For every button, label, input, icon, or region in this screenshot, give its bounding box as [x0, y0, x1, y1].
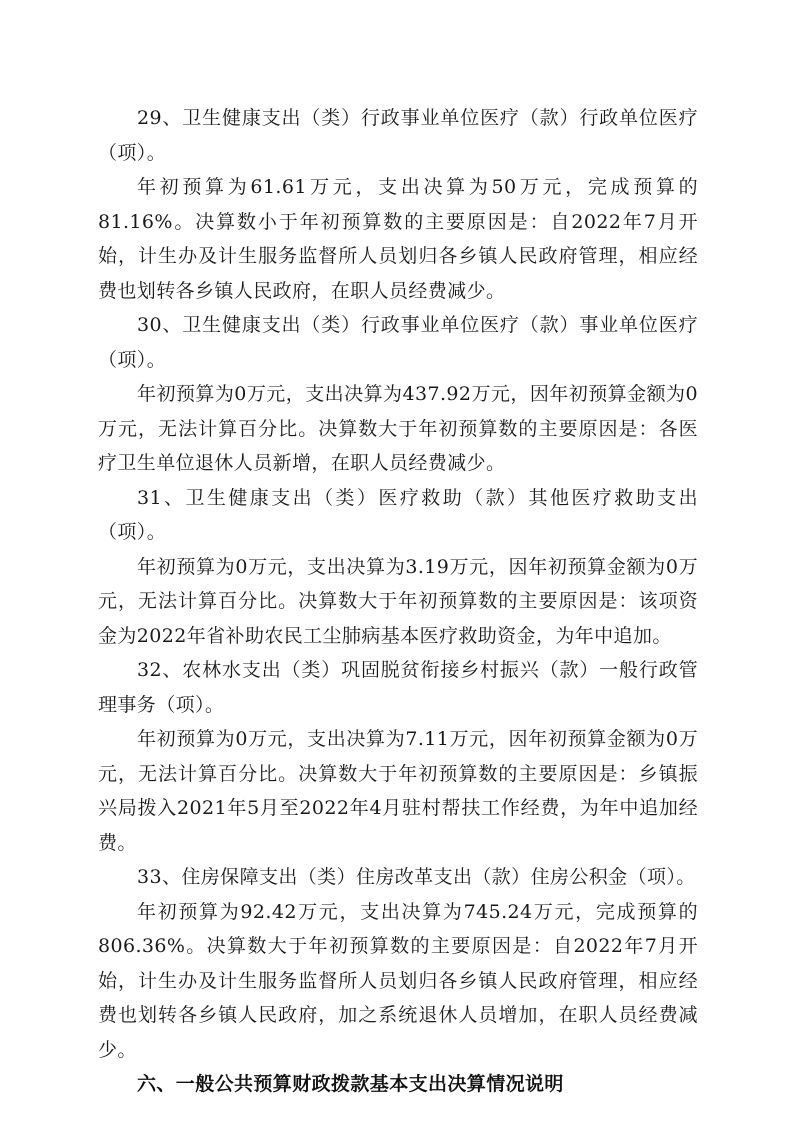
item-33-description: 年初预算为92.42万元，支出决算为745.24万元，完成预算的806.36%。决算数大于年初预算数的主要原因是：自2022年7月开始，计生办及计生服务监督所人员划归各乡镇人民政府管理，相应经费也划转各乡镇人民政府，加之系统退休人员增加，在职人员经费减少。 [98, 900, 698, 1061]
item-31-description: 年初预算为0万元，支出决算为3.19万元，因年初预算金额为0万元，无法计算百分比。决算数大于年初预算数的主要原因是：该项资金为2022年省补助农民工尘肺病基本医疗救助资金，为年中追加。 [98, 555, 698, 647]
item-29-heading: 29、卫生健康支出（类）行政事业单位医疗（款）行政单位医疗（项）。 [98, 107, 698, 164]
item-33-heading: 33、住房保障支出（类）住房改革支出（款）住房公积金（项）。 [137, 866, 696, 888]
item-29-description: 年初预算为61.61万元，支出决算为50万元，完成预算的81.16%。决算数小于年初预算数的主要原因是：自2022年7月开始，计生办及计生服务监督所人员划归各乡镇人民政府管理，相应经费也划转各乡镇人民政府，在职人员经费减少。 [98, 176, 698, 302]
item-31-heading: 31、卫生健康支出（类）医疗救助（款）其他医疗救助支出（项）。 [98, 486, 698, 543]
item-30-description: 年初预算为0万元，支出决算为437.92万元，因年初预算金额为0万元，无法计算百分比。决算数大于年初预算数的主要原因是：各医疗卫生单位退休人员新增，在职人员经费减少。 [98, 383, 698, 474]
item-32-heading: 32、农林水支出（类）巩固脱贫衔接乡村振兴（款）一般行政管理事务（项）。 [98, 659, 698, 716]
item-30-heading: 30、卫生健康支出（类）行政事业单位医疗（款）事业单位医疗（项）。 [98, 314, 698, 371]
item-32-description: 年初预算为0万元，支出决算为7.11万元，因年初预算金额为0万元，无法计算百分比。决算数大于年初预算数的主要原因是：乡镇振兴局拨入2021年5月至2022年4月驻村帮扶工作经费，为年中追加经费。 [98, 728, 698, 854]
document-body [98, 101, 698, 1102]
section-six-heading: 六、一般公共预算财政拨款基本支出决算情况说明 [137, 1073, 564, 1095]
